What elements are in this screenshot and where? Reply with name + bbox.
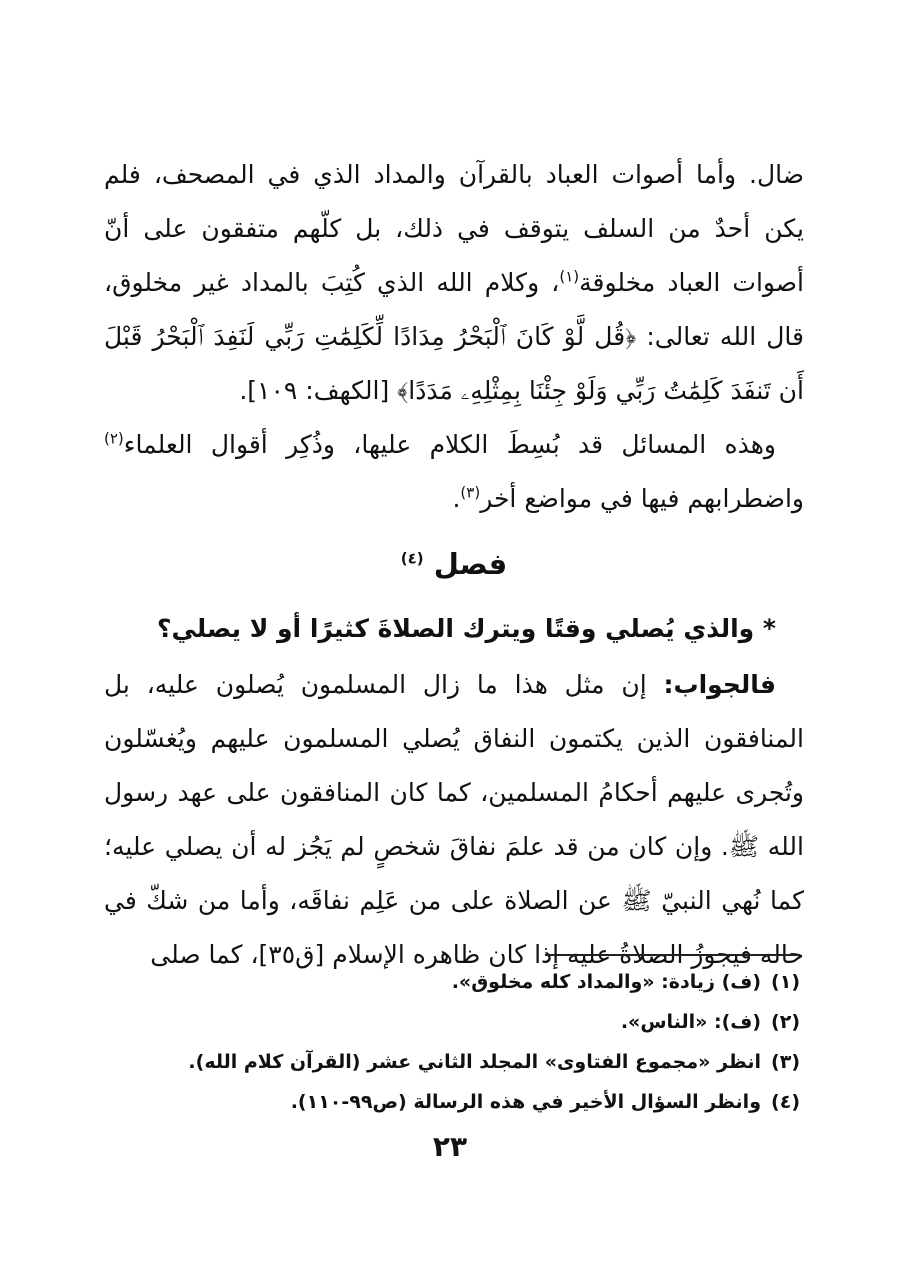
footnote-ref-3[interactable]: (٣)	[460, 483, 481, 502]
section-title: فصل	[433, 547, 508, 581]
footnote-divider	[545, 954, 800, 956]
section-heading	[104, 534, 804, 594]
answer-paragraph	[104, 658, 804, 982]
paragraph-2-text: وهذه المسائل قد بُسِطَ الكلام عليها، وذُكِر أقوال العلماء	[123, 430, 776, 459]
footnote-text: وانظر السؤال الأخير في هذه الرسالة (ص٩٩-١١٠).	[290, 1091, 762, 1113]
paragraph-1	[104, 148, 804, 418]
footnote-text: انظر «مجموع الفتاوى» المجلد الثاني عشر (القرآن كلام الله).	[188, 1051, 762, 1073]
footnote-text: (ف) زيادة: «والمداد كله مخلوق».	[451, 971, 762, 993]
paragraph-2	[104, 418, 804, 526]
paragraph-2-text-cont: واضطرابهم فيها في مواضع أخر	[480, 484, 804, 513]
page-number: ٢٣	[432, 1130, 468, 1163]
footnote-number: (٢)	[771, 1011, 800, 1033]
answer-lead: فالجواب:	[663, 670, 776, 699]
footnote-item	[160, 1042, 800, 1082]
footnote-number: (٣)	[771, 1051, 800, 1073]
page-body	[104, 148, 804, 982]
footnote-number: (١)	[771, 971, 800, 993]
footnote-item	[160, 1082, 800, 1122]
paragraph-1-text: ضال. وأما أصوات العباد بالقرآن والمداد الذي في المصحف، فلم يكن أحدٌ من السلف يتوقف في ذلك، بل كلّهم متفقون على أنّ أصوات العباد مخلوقة	[104, 160, 804, 297]
quran-verse: ﴿قُل لَّوْ كَانَ ٱلْبَحْرُ مِدَادًا لِّكَلِمَٰتِ رَبِّي لَنَفِدَ ٱلْبَحْرُ قَبْلَ أَن تَنفَدَ كَلِمَٰتُ رَبِّي وَلَوْ جِئْنَا بِمِثْلِهِۦ مَدَدًا﴾	[104, 322, 804, 405]
footnote-text: (ف): «الناس».	[620, 1011, 762, 1033]
footnote-ref-4[interactable]: (٤)	[400, 549, 424, 568]
footnote-number: (٤)	[771, 1091, 800, 1113]
footnote-ref-1[interactable]: (١)	[559, 267, 580, 286]
paragraph-2-end: .	[452, 484, 461, 513]
footnotes	[160, 962, 800, 1122]
answer-text: إن مثل هذا ما زال المسلمون يُصلون عليه، بل المنافقون الذين يكتمون النفاق يُصلي المسلمون عليهم ويُغسّلون وتُجرى عليهم أحكامُ المسلمين، كما كان المنافقون على عهد رسول الله ﷺ. وإن كان من قد علمَ نفاقَ شخصٍ لم يَجُز له أن يصلي عليه؛ كما نُهي النبيّ ﷺ عن الصلاة على من عَلِم نفاقَه، وأما من شكّ في حاله فيجوزُ الصلاةُ عليه إذا كان ظاهره الإسلام [ق٣٥]، كما صلى	[104, 670, 804, 969]
footnote-item	[160, 1002, 800, 1042]
question-line: * والذي يُصلي وقتًا ويترك الصلاةَ كثيرًا أو لا يصلي؟	[156, 614, 776, 643]
verse-reference: [الكهف: ١٠٩].	[239, 376, 398, 405]
footnote-ref-2[interactable]: (٢)	[104, 429, 124, 448]
paragraph-1-text-cont: ، وكلام الله الذي كُتِبَ بالمداد غير مخلوق، قال الله تعالى:	[104, 268, 804, 351]
footnote-item	[160, 962, 800, 1002]
